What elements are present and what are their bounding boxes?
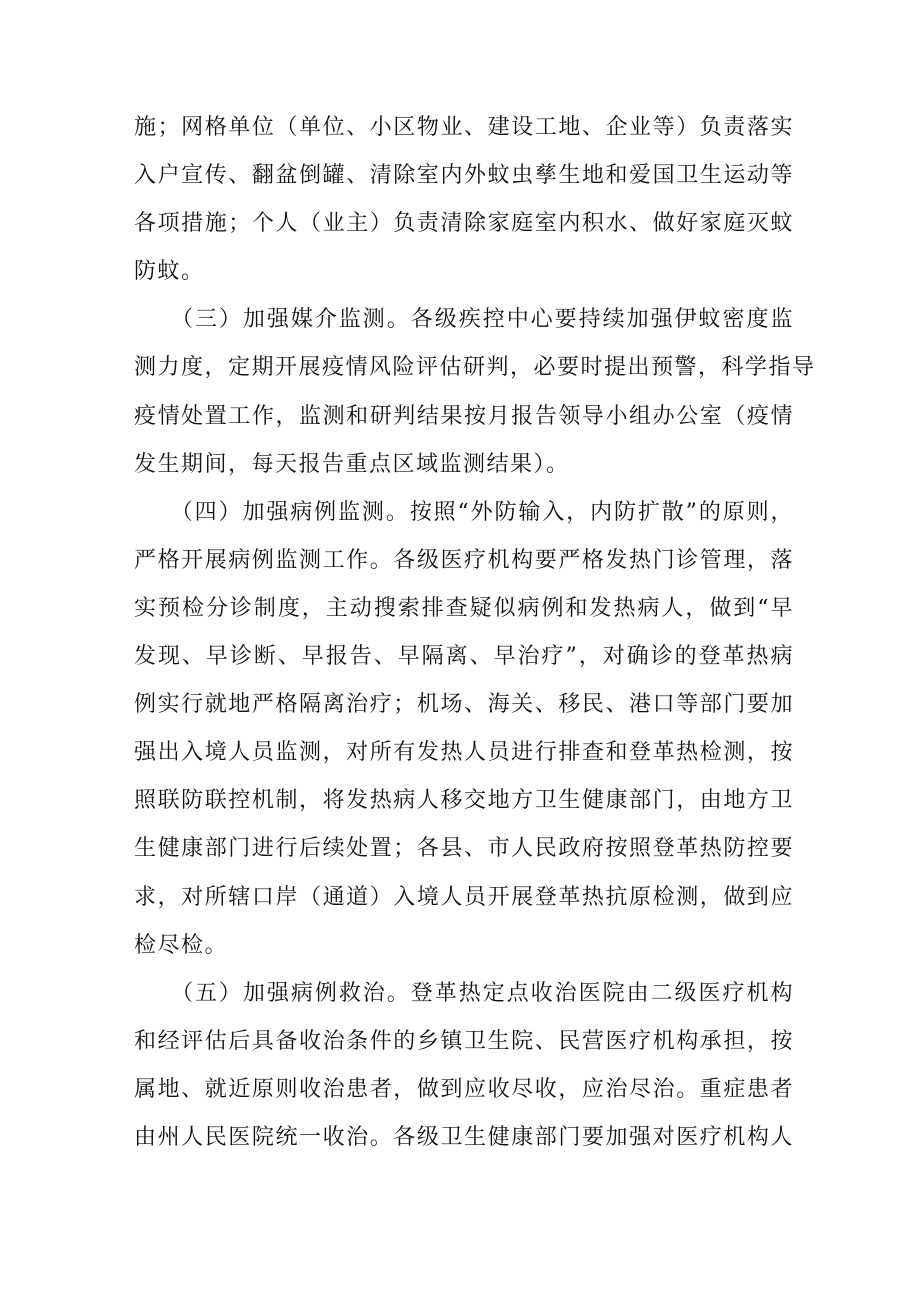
text-line: 疫情处置工作，监测和研判结果按月报告领导小组办公室（疫情 (134, 403, 794, 429)
text-line: 由州人民医院统一收治。各级卫生健康部门要加强对医疗机构人 (134, 1124, 794, 1150)
text-line: 发现、早诊断、早报告、早隔离、早治疗”，对确诊的登革热病 (134, 644, 794, 670)
text-line: 生健康部门进行后续处置；各县、市人民政府按照登革热防控要 (134, 836, 794, 862)
text-line: 检尽检。 (134, 932, 229, 958)
text-line: 实预检分诊制度，主动搜索排查疑似病例和发热病人，做到“早 (134, 595, 794, 621)
text-line: 各项措施；个人（业主）负责清除家庭室内积水、做好家庭灭蚊 (134, 211, 794, 237)
section-heading-line: （三）加强媒介监测。各级疾控中心要持续加强伊蚊密度监 (134, 307, 794, 333)
text-line: 和经评估后具备收治条件的乡镇卫生院、民营医疗机构承担，按 (134, 1028, 794, 1054)
text-line: 求，对所辖口岸（通道）入境人员开展登革热抗原检测，做到应 (134, 884, 794, 910)
section-heading-line: （五）加强病例救治。登革热定点收治医院由二级医疗机构 (134, 980, 794, 1006)
text-line: 严格开展病例监测工作。各级医疗机构要严格发热门诊管理，落 (134, 547, 794, 573)
text-line: 入户宣传、翻盆倒罐、清除室内外蚊虫孳生地和爱国卫生运动等 (134, 163, 794, 189)
text-line: 强出入境人员监测，对所有发热人员进行排查和登革热检测，按 (134, 740, 794, 766)
text-line: 发生期间，每天报告重点区域监测结果）。 (134, 451, 570, 477)
text-line: 防蚊。 (134, 259, 205, 285)
document-body (134, 104, 816, 1162)
text-line: 属地、就近原则收治患者，做到应收尽收，应治尽治。重症患者 (134, 1076, 794, 1102)
text-line: 测力度，定期开展疫情风险评估研判，必要时提出预警，科学指导 (134, 355, 816, 381)
text-line: 施；网格单位（单位、小区物业、建设工地、企业等）负责落实 (134, 115, 794, 140)
text-line: 例实行就地严格隔离治疗；机场、海关、移民、港口等部门要加 (134, 692, 794, 718)
section-heading-line: （四）加强病例监测。按照“外防输入，内防扩散”的原则， (134, 499, 794, 525)
text-line: 照联防联控机制，将发热病人移交地方卫生健康部门，由地方卫 (134, 788, 794, 814)
